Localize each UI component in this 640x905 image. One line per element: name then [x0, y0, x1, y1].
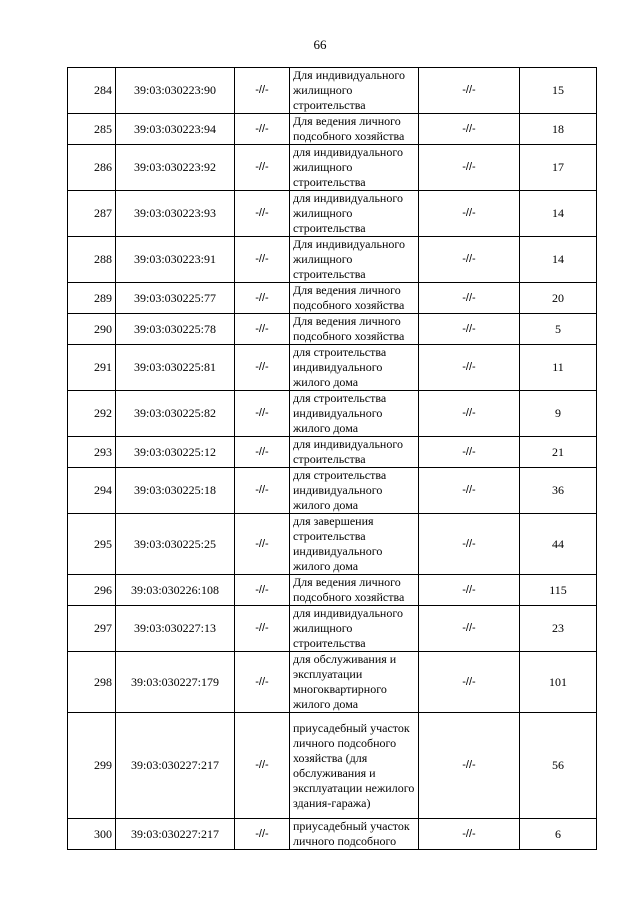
table-row: [68, 114, 597, 145]
page-number: 66: [313, 37, 327, 52]
permitted-use-cell: для завершения строительства индивидуального жилого дома: [290, 514, 419, 575]
table-row: [68, 652, 597, 713]
ditto-mark-cell: -//-: [235, 652, 290, 713]
ditto-mark-cell: -//-: [419, 68, 520, 114]
area-value-cell: 14: [520, 191, 597, 237]
permitted-use-cell: приусадебный участок личного подсобного: [290, 819, 419, 850]
row-number-cell: 290: [68, 314, 116, 345]
table-row: [68, 314, 597, 345]
cadastral-number-cell: 39:03:030225:82: [116, 391, 235, 437]
permitted-use-cell: для индивидуального жилищного строительства: [290, 145, 419, 191]
row-number-cell: 293: [68, 437, 116, 468]
area-value-cell: 14: [520, 237, 597, 283]
permitted-use-cell: Для ведения личного подсобного хозяйства: [290, 314, 419, 345]
row-number-cell: 295: [68, 514, 116, 575]
ditto-mark-cell: -//-: [235, 391, 290, 437]
ditto-mark-cell: -//-: [235, 713, 290, 819]
table-row: [68, 391, 597, 437]
row-number-cell: 291: [68, 345, 116, 391]
area-value-cell: 17: [520, 145, 597, 191]
row-number-cell: 288: [68, 237, 116, 283]
ditto-mark-cell: -//-: [419, 391, 520, 437]
ditto-mark-cell: -//-: [235, 514, 290, 575]
area-value-cell: 9: [520, 391, 597, 437]
row-number-cell: 300: [68, 819, 116, 850]
row-number-cell: 298: [68, 652, 116, 713]
land-plot-table: [67, 67, 597, 850]
cadastral-number-cell: 39:03:030225:77: [116, 283, 235, 314]
row-number-cell: 284: [68, 68, 116, 114]
table-row: [68, 713, 597, 819]
table-row: [68, 437, 597, 468]
ditto-mark-cell: -//-: [419, 468, 520, 514]
area-value-cell: 44: [520, 514, 597, 575]
row-number-cell: 296: [68, 575, 116, 606]
area-value-cell: 15: [520, 68, 597, 114]
area-value-cell: 23: [520, 606, 597, 652]
cadastral-number-cell: 39:03:030225:78: [116, 314, 235, 345]
ditto-mark-cell: -//-: [419, 283, 520, 314]
area-value-cell: 101: [520, 652, 597, 713]
table-row: [68, 606, 597, 652]
table-row: [68, 237, 597, 283]
table-row: [68, 468, 597, 514]
table-row: [68, 575, 597, 606]
row-number-cell: 294: [68, 468, 116, 514]
cadastral-number-cell: 39:03:030223:92: [116, 145, 235, 191]
ditto-mark-cell: -//-: [419, 114, 520, 145]
ditto-mark-cell: -//-: [235, 575, 290, 606]
table-row: [68, 68, 597, 114]
ditto-mark-cell: -//-: [419, 652, 520, 713]
ditto-mark-cell: -//-: [419, 437, 520, 468]
ditto-mark-cell: -//-: [235, 191, 290, 237]
area-value-cell: 36: [520, 468, 597, 514]
ditto-mark-cell: -//-: [235, 345, 290, 391]
row-number-cell: 287: [68, 191, 116, 237]
row-number-cell: 297: [68, 606, 116, 652]
cadastral-number-cell: 39:03:030226:108: [116, 575, 235, 606]
cadastral-number-cell: 39:03:030227:179: [116, 652, 235, 713]
table-row: [68, 345, 597, 391]
table-row: [68, 191, 597, 237]
cadastral-number-cell: 39:03:030227:217: [116, 819, 235, 850]
cadastral-number-cell: 39:03:030225:81: [116, 345, 235, 391]
area-value-cell: 21: [520, 437, 597, 468]
area-value-cell: 5: [520, 314, 597, 345]
cadastral-number-cell: 39:03:030223:90: [116, 68, 235, 114]
permitted-use-cell: Для индивидуального жилищного строительства: [290, 237, 419, 283]
row-number-cell: 289: [68, 283, 116, 314]
ditto-mark-cell: -//-: [235, 145, 290, 191]
ditto-mark-cell: -//-: [235, 606, 290, 652]
row-number-cell: 286: [68, 145, 116, 191]
permitted-use-cell: для строительства индивидуального жилого дома: [290, 345, 419, 391]
table-row: [68, 514, 597, 575]
ditto-mark-cell: -//-: [235, 437, 290, 468]
ditto-mark-cell: -//-: [235, 68, 290, 114]
ditto-mark-cell: -//-: [419, 345, 520, 391]
ditto-mark-cell: -//-: [235, 468, 290, 514]
area-value-cell: 20: [520, 283, 597, 314]
table-row: [68, 283, 597, 314]
ditto-mark-cell: -//-: [419, 819, 520, 850]
permitted-use-cell: Для индивидуального жилищного строительства: [290, 68, 419, 114]
ditto-mark-cell: -//-: [235, 819, 290, 850]
ditto-mark-cell: -//-: [235, 314, 290, 345]
area-value-cell: 18: [520, 114, 597, 145]
area-value-cell: 11: [520, 345, 597, 391]
row-number-cell: 292: [68, 391, 116, 437]
permitted-use-cell: для индивидуального жилищного строительства: [290, 606, 419, 652]
ditto-mark-cell: -//-: [419, 145, 520, 191]
ditto-mark-cell: -//-: [235, 237, 290, 283]
ditto-mark-cell: -//-: [419, 514, 520, 575]
cadastral-number-cell: 39:03:030223:94: [116, 114, 235, 145]
ditto-mark-cell: -//-: [419, 191, 520, 237]
ditto-mark-cell: -//-: [235, 283, 290, 314]
table-row: [68, 819, 597, 850]
area-value-cell: 115: [520, 575, 597, 606]
permitted-use-cell: Для ведения личного подсобного хозяйства: [290, 283, 419, 314]
ditto-mark-cell: -//-: [419, 606, 520, 652]
permitted-use-cell: для строительства индивидуального жилого дома: [290, 468, 419, 514]
cadastral-number-cell: 39:03:030227:217: [116, 713, 235, 819]
permitted-use-cell: для обслуживания и эксплуатации многоквартирного жилого дома: [290, 652, 419, 713]
ditto-mark-cell: -//-: [419, 237, 520, 283]
cadastral-number-cell: 39:03:030225:12: [116, 437, 235, 468]
area-value-cell: 6: [520, 819, 597, 850]
permitted-use-cell: приусадебный участок личного подсобного хозяйства (для обслуживания и эксплуатации нежилого здания-гаража): [290, 713, 419, 819]
permitted-use-cell: для индивидуального жилищного строительства: [290, 191, 419, 237]
table-row: [68, 145, 597, 191]
cadastral-number-cell: 39:03:030223:93: [116, 191, 235, 237]
permitted-use-cell: для индивидуального строительства: [290, 437, 419, 468]
ditto-mark-cell: -//-: [419, 314, 520, 345]
permitted-use-cell: Для ведения личного подсобного хозяйства: [290, 575, 419, 606]
row-number-cell: 299: [68, 713, 116, 819]
area-value-cell: 56: [520, 713, 597, 819]
row-number-cell: 285: [68, 114, 116, 145]
permitted-use-cell: Для ведения личного подсобного хозяйства: [290, 114, 419, 145]
ditto-mark-cell: -//-: [419, 713, 520, 819]
permitted-use-cell: для строительства индивидуального жилого дома: [290, 391, 419, 437]
cadastral-number-cell: 39:03:030225:25: [116, 514, 235, 575]
table-body: [68, 68, 597, 850]
ditto-mark-cell: -//-: [419, 575, 520, 606]
cadastral-number-cell: 39:03:030223:91: [116, 237, 235, 283]
ditto-mark-cell: -//-: [235, 114, 290, 145]
cadastral-number-cell: 39:03:030225:18: [116, 468, 235, 514]
cadastral-number-cell: 39:03:030227:13: [116, 606, 235, 652]
